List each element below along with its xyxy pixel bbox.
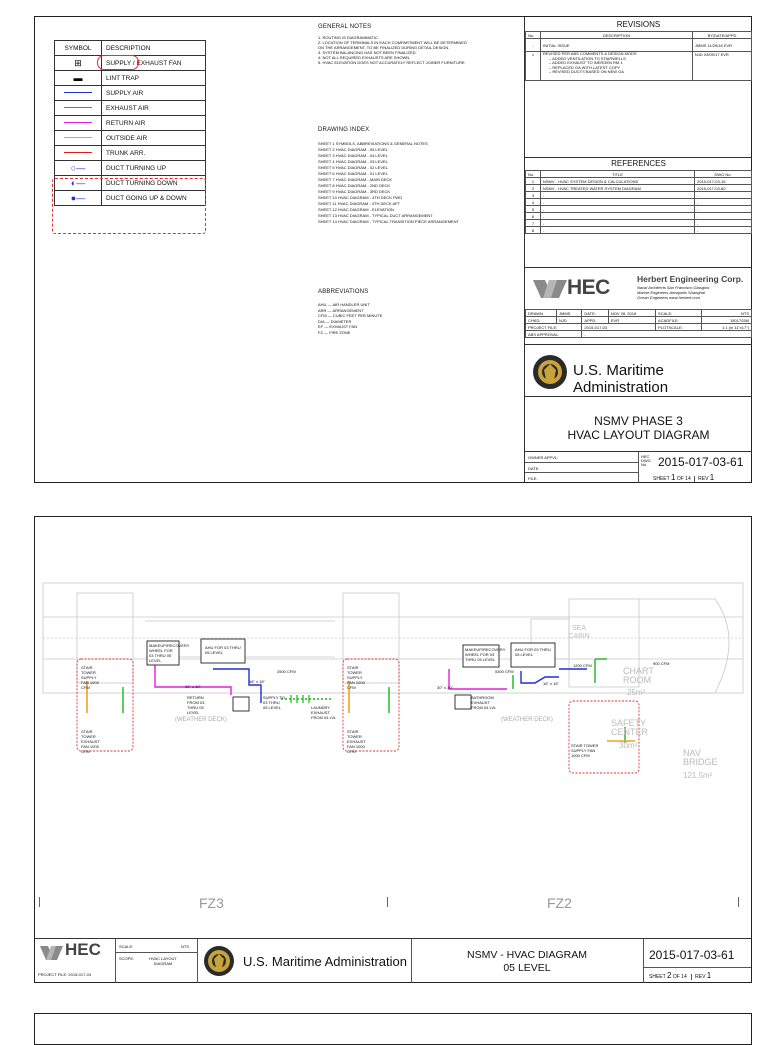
nav-bridge-area: 121.5m² [683,771,713,780]
return-label: RETURN FROM 03 THRU 05 LEVEL [187,695,205,715]
general-notes-list [318,35,467,65]
reference-row [526,206,752,213]
text-line: SHEET 14 HVAC DIAGRAM - TYPICAL TRANSITION PIECE ARRANGEMENT [318,219,459,224]
reference-no: 5 [526,206,541,213]
tb-title-line2: 05 LEVEL [503,962,551,974]
reference-title: - [541,192,695,199]
hec-dwg-label: HEC DWG No. [641,454,651,467]
supply-air-line-swatch [64,92,92,93]
reference-no: 1 [526,178,541,185]
fire-zone-fz2: FZ2 [547,895,572,911]
text-line: SHEET 8 HVAC DIAGRAM - 2ND DECK [318,183,391,188]
return-air-line-swatch [64,122,92,123]
bathroom-exhaust-label: BATHROOM EXHAUST FROM 04 LVL [471,695,497,710]
legend-row [55,116,206,131]
legend-label: LINT TRAP [102,71,206,86]
dwg-number: 2015-017-03-61 [658,455,744,469]
text-line: ON THE ARRANGEMENT, TO BE FINALIZED DURING DETAIL DESIGN. [318,45,450,50]
text-line: SHEET 4 HVAC DIAGRAM - 03 LEVEL [318,159,388,164]
chart-room-label: CHART ROOM [623,666,654,685]
nav-bridge-label: NAV BRIDGE [683,748,718,767]
drawing-title: HVAC LAYOUT DIAGRAM [567,428,710,442]
project-file-label: PROJECT FILE: [526,324,582,331]
reference-title: - [541,220,695,227]
legend-row [55,86,206,101]
sheet-label: SHEET [653,476,670,482]
text-line: SHEET 9 HVAC DIAGRAM - 3RD DECK [318,189,391,194]
project-title: NSMV PHASE 3 [594,414,683,428]
text-line: SHEET 10 HVAC DIAGRAM - 4TH DECK FWD [318,195,403,200]
tb-title-cell [411,939,644,983]
acadfile-label: ACADFILE: [656,317,702,324]
tb-divider [115,952,197,953]
legend-label: TRUNK ARR. [102,146,206,161]
weather-deck-label: (WEATHER DECK) [501,717,553,723]
reference-row [526,227,752,234]
chkd-label: CHKD: [526,317,557,324]
fire-zone-divider [39,897,40,907]
tb-scope-value: HVAC LAYOUT DIAGRAM [149,956,177,966]
safety-center-label: SAFETY CENTER [611,718,649,737]
tb-dwg-cell [643,939,751,983]
signoff-table [525,309,752,338]
reference-title: - [541,227,695,234]
agency-name: U.S. Maritime Administration [573,362,669,396]
drawn-label: DRAWN [526,310,557,317]
date-value: NOV 28, 2016 [608,310,655,317]
hec-logo-text: HEC [65,940,101,959]
text-line: SHEET 6 HVAC DIAGRAM - 01 LEVEL [318,171,388,176]
tb-scale-cell [115,939,198,983]
outside-air-line-swatch [64,137,92,138]
reference-row [526,185,752,192]
rev-row-1-desc-line: REVISED PER ABS COMMENTS & DESIGN MODS [543,51,637,56]
company-block [525,267,752,310]
exhaust-air-line-swatch [64,107,92,108]
rev-row-1-no: 1 [526,52,541,81]
reference-no: 4 [526,199,541,206]
text-line: FZ — FIRE ZONE [318,329,351,335]
tb-scale-label: SCALE: [119,944,134,949]
abbreviations-title: ABBREVIATIONS [318,289,369,295]
reference-title: NSMV - HVAC SYSTEM DESIGN & CALCULATIONS [541,178,695,185]
agency-block [525,344,752,397]
text-line: SHEET 13 HVAC DIAGRAM - TYPICAL DUCT ARRANGEMENT [318,213,433,218]
rev-row-0-desc: INITIAL ISSUE [541,39,693,52]
chkd-value: NJD [557,317,582,324]
scale-value: NTS [702,310,752,317]
tb-divider [643,967,751,968]
duct-turning-callout [52,178,206,234]
text-line: SHEET 1 SYMBOLS, ABBREVIATIONS & GENERAL NOTES [318,141,428,146]
title-block-column [524,17,752,482]
rev-number: 1 [709,473,715,482]
rev-header-desc: DESCRIPTION [541,32,693,39]
text-line: 2. LOCATION OF TERMINALS IN EACH COMPARTMENT WILL BE DETERMINED [318,40,467,45]
return-air-line [55,116,102,131]
rev-row-1-desc-line: – ADDED VENTILATION TO STAIRWELLS [549,55,626,61]
reference-title: NSMV - HVAC TREATED WATER SYSTEM DIAGRAM [541,185,695,192]
cfm-label: 1200 CFM [573,663,592,668]
stair-tower-label: STAIR TOWER EXHAUST FAN 1000 CFM [81,729,100,754]
reference-no: 6 [526,213,541,220]
plotscale-label: PLOTSCALE: [656,324,702,331]
outside-air-line [55,131,102,146]
reference-row [526,213,752,220]
tb-rev-label: REV [691,974,705,980]
text-line: 3. SYSTEM BALANCING HAS NOT BEEN FINALIZED. [318,50,417,55]
duct-size-label: 16" x 16" [543,681,559,686]
rev-row-1-desc-line: – ADDED EXHAUST TO INERGEN RM 1 [549,60,623,66]
project-file-value: 2015-017-03 [582,324,656,331]
reference-dwg: - [695,199,752,206]
drawn-value: JMMS [557,310,582,317]
ahu-label: AHU FOR 03 THRU 05 LEVEL [205,645,241,655]
text-line: SHEET 12 HVAC DIAGRAM - ELEVATION [318,207,394,212]
tb-sheet-total: 14 [681,974,687,980]
rev-row-0-by: JMMS 11/29/16 EVR [693,39,752,52]
owner-approval-label: OWNER APPVL: [528,455,559,460]
abs-approval-value: - [582,331,752,338]
company-name: Herbert Engineering Corp. [637,274,744,284]
marad-seal-icon [203,945,235,977]
tb-dwg-number: 2015-017-03-61 [649,948,735,962]
reference-dwg: 2015-017-03-15 [695,178,752,185]
tb-scope-label: SCOPE: [119,956,135,961]
legend-header-symbol: SYMBOL [55,41,102,56]
text-line: CFM — CUBIC FEET PER MINUTE [318,313,383,318]
tb-scale-value: NTS [181,944,189,949]
fire-zone-divider [738,897,739,907]
text-line: SHEET 2 HVAC DIAGRAM - 05 LEVEL [318,147,388,152]
legend-label: RETURN AIR [102,116,206,131]
chart-room-area: 25m² [627,688,646,697]
sheet-total: 14 [685,476,691,482]
hec-logo-text: HEC [567,276,610,299]
tb-of-label: OF [672,974,680,980]
company-line: Naval Architects San Francisco Glasgow [637,285,710,290]
sheet-2 [34,516,752,983]
exhaust-air-line [55,101,102,116]
marad-seal-icon [532,354,568,390]
sheet-2-title-block [35,938,751,983]
rev-row-1-desc-line: – REVISED DUCTS BASED ON NEW GA [549,69,624,75]
text-line: DIA — DIAMETER [318,318,352,324]
drawing-index-list [318,141,459,225]
sea-cabin-label: SEA CABIN [568,625,590,640]
legend-label: EXHAUST AIR [102,101,206,116]
duct-turning-down-icon-glyph: ◐— [70,178,86,188]
recovery-wheel-label: MAKEUP/RECOVERY WHEEL FOR 03 THRU 05 LEVEL [149,643,190,663]
reference-no: 7 [526,220,541,227]
text-line: 1. ROUTING IS DIAGRAMMATIC. [318,35,379,40]
supply-exhaust-fan-icon [55,56,102,71]
plotscale-value: 1:1 (in 11"x17") [702,324,752,331]
abbreviations-list [318,302,382,335]
safety-center-area: 30m² [619,741,638,750]
company-line: Ocean Engineers www.herbert.com [637,295,700,300]
tb-sheet-number: 2 [666,971,672,980]
tb-logo-cell [35,939,116,983]
text-line: 5. HVAC ELEVATION DOES NOT ACCURATELY REFLECT JOINER FURNITURE. [318,60,466,65]
rev-row-0-no: - [526,39,541,52]
reference-no: 2 [526,185,541,192]
tb-title-line1: NSMV - HVAC DIAGRAM [467,949,587,961]
duct-size-label: 16" x 16" [249,679,265,684]
ref-header-title: TITLE [541,171,695,178]
sheet-3-partial [34,1013,752,1045]
reference-row [526,199,752,206]
tb-sheet-indicator [649,971,711,980]
text-line: 4. NOT ALL REQUIRED EXHAUSTS ARE SHOWN. [318,55,411,60]
general-notes-title: GENERAL NOTES [318,24,372,30]
legend-label: SUPPLY / EXHAUST FAN [102,56,206,71]
reference-row [526,178,752,185]
legend-row [55,146,206,161]
acadfile-value: 15017036I [702,317,752,324]
lint-trap-icon-glyph: ▬ [73,73,83,83]
duct-size-label: 30" x 30" [185,684,201,689]
reference-row [526,220,752,227]
duct-size-label: 30" x 30" [437,685,453,690]
scale-label: SCALE: [656,310,702,317]
stair-tower-label: STAIR TOWER EXHAUST FAN 1000 CFM [347,729,366,754]
text-line: SHEET 11 HVAC DIAGRAM - 4TH DECK AFT [318,201,401,206]
ref-header-dwg: DWG No. [695,171,752,178]
reference-dwg: - [695,192,752,199]
tb-sheet-label: SHEET [649,974,666,980]
ahu-label: AHU FOR 03 THRU 05 LEVEL [515,647,551,657]
text-line: SHEET 7 HVAC DIAGRAM - MAIN DECK [318,177,393,182]
dwg-divider [638,452,639,483]
text-line: AHU — AIR HANDLER UNIT [318,302,370,307]
legend-row [55,131,206,146]
legend-header-description: DESCRIPTION [102,41,206,56]
rev-header-by: BY/DATE/APPD [693,32,752,39]
legend-label: OUTSIDE AIR [102,131,206,146]
weather-deck-label: (WEATHER DECK) [175,717,227,723]
revisions-table [525,31,752,81]
reference-dwg: 2015-017-03-60 [695,185,752,192]
text-line: SHEET 5 HVAC DIAGRAM - 02 LEVEL [318,165,388,170]
date-label: DATE: [528,466,540,471]
supply-exhaust-fan-icon-glyph: ⊞ [74,57,82,68]
file-label: FILE: [528,476,538,481]
tb-project-file [38,972,91,977]
tb-project-file-label: PROJECT FILE: [38,972,68,977]
reference-no: 3 [526,192,541,199]
text-line: EF — EXHAUST FAN [318,324,358,329]
sheet-indicator [653,473,714,482]
reference-row [526,192,752,199]
rev-row-1-desc [541,52,693,81]
supply-label: SUPPLY TO 03 THRU 05 LEVEL [263,695,285,710]
reference-title: - [541,213,695,220]
stair-tower-label: STAIR TOWER SUPPLY FAN 1000 CFM [347,665,365,690]
trunk-arr-line-swatch [64,152,92,153]
rev-label: REV [694,476,708,482]
sheet-1 [34,16,752,483]
supply-markup-circle [97,55,139,70]
legend-row [55,101,206,116]
reference-title: - [541,206,695,213]
company-line: Marine Engineers Annapolis Shanghai [637,290,705,295]
reference-dwg: - [695,227,752,234]
revisions-divider [525,157,752,158]
appd-value: EVR [608,317,655,324]
reference-title: - [541,199,695,206]
legend-label: DUCT TURNING DOWN [102,176,206,191]
fire-zone-fz3: FZ3 [199,895,224,911]
supply-air-line [55,86,102,101]
of-label: OF [676,476,684,482]
cfm-label: 5300 CFM [495,669,514,674]
legend-label: DUCT GOING UP & DOWN [102,191,206,206]
legend-label: DUCT TURNING UP [102,161,206,176]
duct-going-up-down-icon-glyph: ●— [70,193,86,203]
laundry-exhaust-label: LAUNDRY EXHAUST FROM 04 LVL [311,705,337,720]
trunk-arr-line [55,146,102,161]
reference-dwg: - [695,213,752,220]
stair-tower-label: STAIR TOWER SUPPLY FAN 1000 CFM [571,743,599,758]
cfm-label: 900 CFM [653,661,670,666]
dwg-divider [525,472,638,473]
reference-dwg: - [695,220,752,227]
hec-logo [531,276,621,302]
legend-label: SUPPLY AIR [102,86,206,101]
recovery-wheel-label: MAKEUP/RECOVERY WHEEL FOR 03 THRU 05 LEVEL [465,647,506,662]
duct-turning-up-icon [55,161,102,176]
dwg-block [525,451,752,483]
legend-row [55,161,206,176]
lint-trap-icon [55,71,102,86]
legend-row [55,71,206,86]
rev-header-no: No. [526,32,541,39]
date-label: DATE: [582,310,608,317]
duct-turning-up-icon-glyph: ○— [70,163,86,173]
references-table [525,170,752,234]
reference-no: 8 [526,227,541,234]
sheet-number: 1 [670,473,676,482]
tb-agency-cell [197,939,412,983]
references-title: REFERENCES [611,159,666,168]
tb-project-file-value: 2015-017-03 [68,972,92,977]
ref-header-no: No. [526,171,541,178]
tb-agency-name: U.S. Maritime Administration [243,954,407,969]
stair-tower-label: STAIR TOWER SUPPLY FAN 1000 CFM [81,665,99,690]
tb-rev-number: 1 [706,971,712,980]
appd-label: APPD: [582,317,608,324]
project-title-block [525,396,752,452]
cfm-label: 2500 CFM [277,669,296,674]
reference-dwg: - [695,206,752,213]
rev-row-1-by: NJD 03/09/17 EVR [693,52,752,81]
rev-row-1-desc-line: – REPLACED GA WITH LATEST COPY [549,64,621,70]
abs-approval-label: ABS APPROVAL: [526,331,582,338]
revisions-title: REVISIONS [616,20,661,29]
fire-zone-divider [387,897,388,907]
drawing-index-title: DRAWING INDEX [318,127,370,133]
text-line: SHEET 3 HVAC DIAGRAM - 04 LEVEL [318,153,388,158]
text-line: ARR — ARRANGEMENT [318,307,364,313]
dwg-divider [525,462,638,463]
